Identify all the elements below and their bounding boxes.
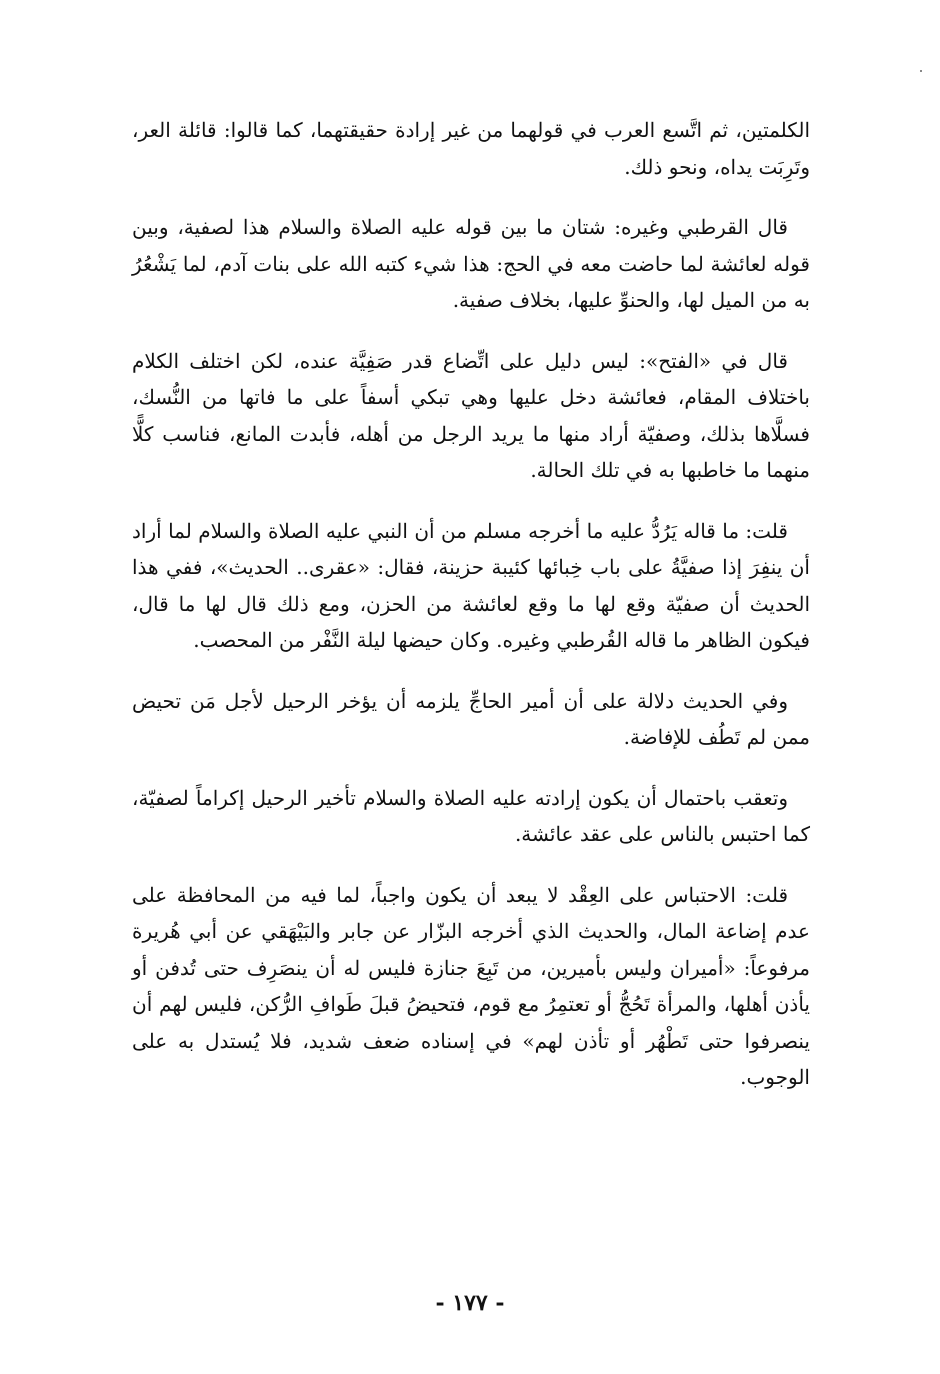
paragraph-5: وفي الحديث دلالة على أن أمير الحاجِّ يلزمه أن يؤخر الرحيل لأجل مَن تحيض ممن لم تَطُف للإفاضة. [132,688,810,749]
paragraph-4: قلت: ما قاله يَرُدُّ عليه ما أخرجه مسلم من أن النبي عليه الصلاة والسلام لما أراد أن ينفِرَ إذا صفيَّةُ على باب خِبائها كئيبة حزينة، فقال: «عقرى.. الحديث»، ففي هذا الحديث أن صفيّة وقع لها ما وقع لعائشة من الحزن، ومع ذلك قال لها ما قال، فيكون الظاهر ما قاله القُرطبي وغيره. وكان حيضها ليلة النَّفْر من المحصب. [132,518,810,652]
page-body-text [132,112,810,1120]
page-number: - ١٧٧ - [435,1290,505,1316]
paragraph-3: قال في «الفتح»: ليس دليل على اتِّضاع قدر صَفِيَّة عنده، لكن اختلف الكلام باختلاف المقام، فعائشة دخل عليها وهي تبكي أسفاً على ما فاتها من النُّسك، فسلَّاها بذلك، وصفيّة أراد منها ما يريد الرجل من أهله، فأبدت المانع، فناسب كلًّا منهما ما خاطبها به في تلك الحالة. [132,348,810,482]
scan-speck [920,70,922,72]
paragraph-6: وتعقب باحتمال أن يكون إرادته عليه الصلاة والسلام تأخير الرحيل إكراماً لصفيّة، كما احتبس بالناس على عقد عائشة. [132,785,810,846]
paragraph-2: قال القرطبي وغيره: شتان ما بين قوله عليه الصلاة والسلام هذا لصفية، وبين قوله لعائشة لما حاضت معه في الحج: هذا شيء كتبه الله على بنات آدم، لما يَشْعُرُ به من الميل لها، والحنوِّ عليها، بخلاف صفية. [132,215,810,312]
paragraph-1: الكلمتين، ثم اتَّسع العرب في قولهما من غير إرادة حقيقتهما، كما قالوا: قائلة العر، وتَرِبَت يداه، ونحو ذلك. [132,118,810,179]
paragraph-7: قلت: الاحتباس على العِقْد لا يبعد أن يكون واجباً، لما فيه من المحافظة على عدم إضاعة المال، والحديث الذي أخرجه البزّار عن جابر والبَيْهَقي عن أبي هُريرة مرفوعاً: «أميران وليس بأميرين، من تَبِعَ جنازة فليس له أن ينصَرِف حتى تُدفن أو يأذن أهلها، والمرأة تَحُجُّ أو تعتمِرُ مع قوم، فتحيضُ قبلَ طَوافِ الرُّكن، فليس لهم أن ينصرفوا حتى تَطْهُر أو تأذن لهم» في إسناده ضعف شديد، فلا يُستدل به على الوجوب. [132,882,810,1089]
